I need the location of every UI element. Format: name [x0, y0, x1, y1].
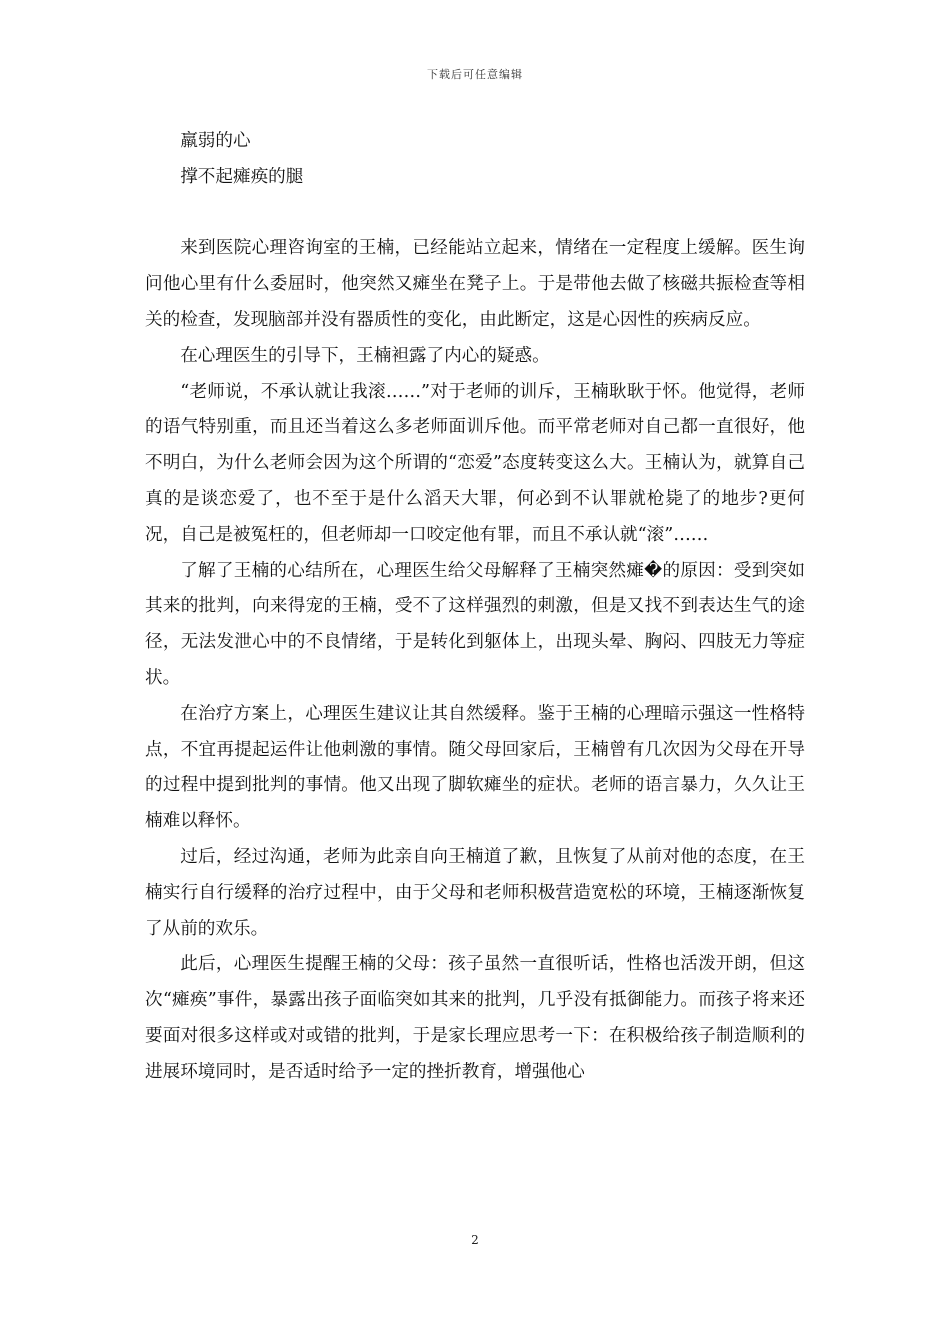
page-header: 下载后可任意编辑 [427, 68, 523, 81]
page-number: 2 [471, 1233, 479, 1247]
blank-line [145, 196, 805, 232]
article-title-line-2: 撑不起瘫痪的腿 [180, 166, 304, 187]
paragraph-doubts: 在心理医生的引导下，王楠袒露了内心的疑惑。 [180, 345, 550, 366]
paragraph-teacher-words: “老师说，不承认就让我滚……”对于老师的训斥，王楠耿耿于怀。他觉得，老师的语气特别重，而且还当着这么多老师面训斥他。而平常老师对自己都一直很好，他不明白，为什么老师会因为这个所谓的“恋爱”态度转变这么大。王楠认为，就算自己真的是谈恋爱了，也不至于是什么滔天大罪，何必到不认罪就枪毙了的地步?更何况，自己是被冤枉的，但老师却一口咬定他有罪，而且不承认就“滚”…… [145, 381, 805, 545]
document-body [145, 124, 805, 1091]
article-title-line-1: 羸弱的心 [180, 131, 251, 151]
paragraph-advice: 此后，心理医生提醒王楠的父母：孩子虽然一直很听话，性格也活泼开朗，但这次“瘫痪”事件，暴露出孩子面临突如其来的批判，几乎没有抵御能力。而孩子将来还要面对很多这样或对或错的批判，于是家长理应思考一下：在积极给孩子制造顺利的进展环境同时，是否适时给予一定的挫折教育，增强他心 [145, 954, 805, 1082]
paragraph-hospital-visit: 来到医院心理咨询室的王楠，已经能站立起来，情绪在一定程度上缓解。医生询问他心里有什么委屈时，他突然又瘫坐在凳子上。于是带他去做了核磁共振检查等相关的检查，发现脑部并没有器质性的变化，由此断定，这是心因性的疾病反应。 [145, 238, 805, 330]
paragraph-diagnosis: 了解了王楠的心结所在，心理医生给父母解释了王楠突然瘫�的原因：受到突如其来的批判，向来得宠的王楠，受不了这样强烈的刺激，但是又找不到表达生气的途径，无法发泄心中的不良情绪，于是转化到躯体上，出现头晕、胸闷、四肢无力等症状。 [145, 560, 805, 688]
paragraph-treatment: 在治疗方案上，心理医生建议让其自然缓释。鉴于王楠的心理暗示强这一性格特点，不宜再提起运件让他刺激的事情。随父母回家后，王楠曾有几次因为父母在开导的过程中提到批判的事情。他又出现了脚软瘫坐的症状。老师的语言暴力，久久让王楠难以释怀。 [145, 703, 805, 832]
paragraph-recovery: 过后，经过沟通，老师为此亲自向王楠道了歉，且恢复了从前对他的态度，在王楠实行自行缓释的治疗过程中，由于父母和老师积极营造宽松的环境，王楠逐渐恢复了从前的欢乐。 [145, 846, 805, 939]
